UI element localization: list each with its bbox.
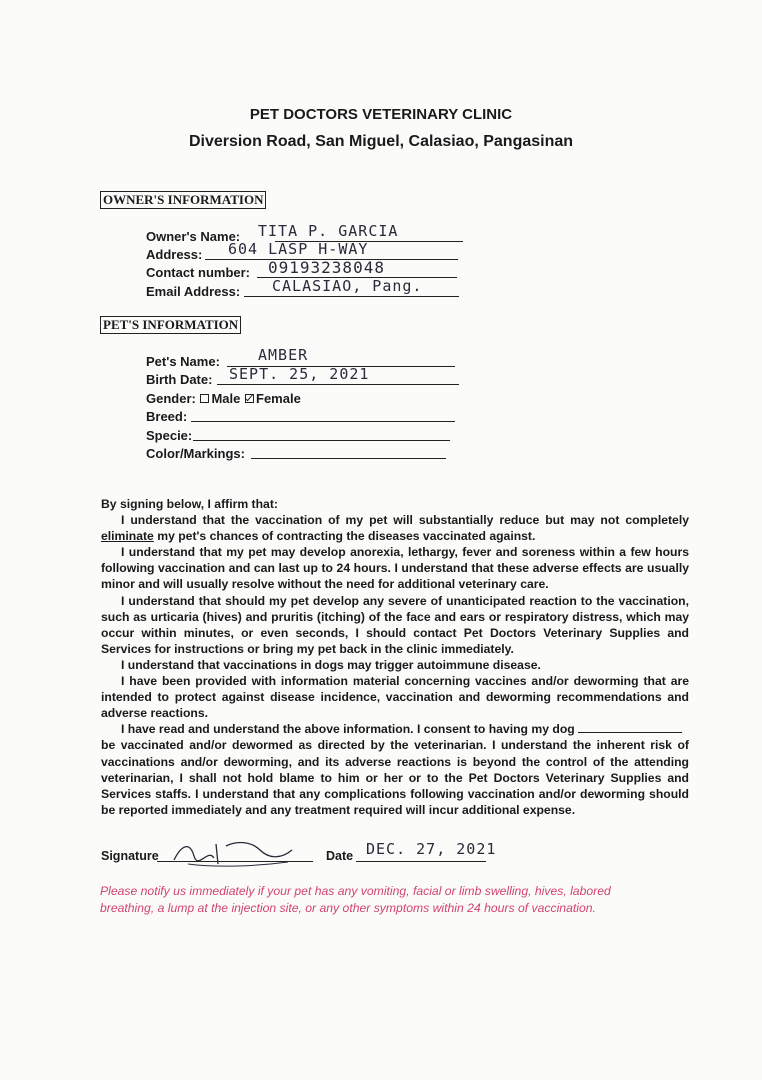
female-checkbox[interactable]: [245, 394, 254, 403]
gender-label: Gender:: [146, 391, 196, 406]
owner-name-label: Owner's Name:: [146, 229, 241, 244]
male-label: Male: [211, 391, 241, 406]
birth-date-label: Birth Date:: [146, 372, 213, 387]
clinic-address: Diversion Road, San Miguel, Calasiao, Pangasinan: [188, 133, 574, 150]
pet-section-heading: PET'S INFORMATION: [100, 316, 241, 334]
specie-label: Specie:: [146, 428, 193, 443]
contact-label: Contact number:: [146, 265, 250, 280]
birth-date-value: SEPT. 25, 2021: [229, 365, 370, 383]
consent-text: [101, 496, 689, 818]
birth-date-line[interactable]: [217, 384, 459, 385]
date-line[interactable]: [356, 861, 486, 862]
consent-paragraph-1: I understand that the vaccination of my pet will substantially reduce but may not completely eliminate my pet's chances of contracting the diseases vaccinated against.: [101, 513, 689, 544]
aftercare-note: Please notify us immediately if your pet has any vomiting, facial or limb swelling, hives, labored breathing, a lump at the injection site, or any other symptoms within 24 hours of vaccination.: [100, 884, 611, 915]
owner-section-heading: OWNER'S INFORMATION: [100, 191, 266, 209]
pet-name-label: Pet's Name:: [146, 354, 220, 369]
gender-field: [146, 391, 301, 406]
email-line[interactable]: [244, 296, 459, 297]
clinic-name: PET DOCTORS VETERINARY CLINIC: [249, 106, 513, 123]
address-value: 604 LASP H-WAY: [228, 240, 369, 258]
address-label: Address:: [146, 247, 203, 262]
specie-line[interactable]: [193, 440, 450, 441]
email-value: CALASIAO, Pang.: [272, 277, 423, 295]
consent-paragraph-2: I understand that my pet may develop anorexia, lethargy, fever and soreness within a few hours following vaccination and can last up to 24 hours. I understand that these adverse effects are usually minor and will usually resolve without the need for additional veterinary care.: [101, 545, 689, 592]
breed-label: Breed:: [146, 409, 188, 424]
male-checkbox[interactable]: [200, 394, 209, 403]
dog-name-line[interactable]: [578, 722, 682, 733]
breed-line[interactable]: [191, 421, 455, 422]
pet-name-value: AMBER: [258, 346, 309, 364]
consent-intro: By signing below, I affirm that:: [101, 497, 278, 511]
consent-paragraph-5: I have been provided with information material concerning vaccines and/or deworming that are intended to protect against disease incidence, vaccination and deworming recommendations and adverse reactions.: [101, 674, 689, 721]
date-label: Date: [326, 849, 354, 863]
signature-label: Signature: [101, 849, 159, 863]
female-label: Female: [256, 391, 301, 406]
date-value: DEC. 27, 2021: [366, 840, 497, 858]
consent-paragraph-4: I understand that vaccinations in dogs may trigger autoimmune disease.: [121, 657, 541, 672]
consent-paragraph-7: be vaccinated and/or dewormed as directed by the veterinarian. I understand the inherent risk of vaccinations and/or deworming, and its adverse reactions is beyond the control of the attending veterinarian, I shall not hold blame to him or her or to the Pet Doctors Veterinary Supplies and Services staffs. I understand that any complications following vaccination and/or deworming should be reported immediately and any treatment required will incur additional expense.: [101, 738, 689, 817]
email-label: Email Address:: [146, 284, 241, 299]
consent-paragraph-3: I understand that should my pet develop any severe of unanticipated reaction to the vaccination, such as urticaria (hives) and pruritis (itching) of the face and ears or respiratory distress, which may occur within minutes, or even seconds, I should contact Pet Doctors Veterinary Supplies and Services for instructions or bring my pet back in the clinic immediately.: [101, 593, 689, 656]
contact-value: 09193238048: [268, 258, 385, 277]
color-markings-label: Color/Markings:: [146, 446, 245, 461]
owner-name-value: TITA P. GARCIA: [258, 222, 399, 240]
consent-paragraph-6: I have read and understand the above information. I consent to having my dog: [101, 721, 689, 737]
color-markings-line[interactable]: [251, 458, 446, 459]
